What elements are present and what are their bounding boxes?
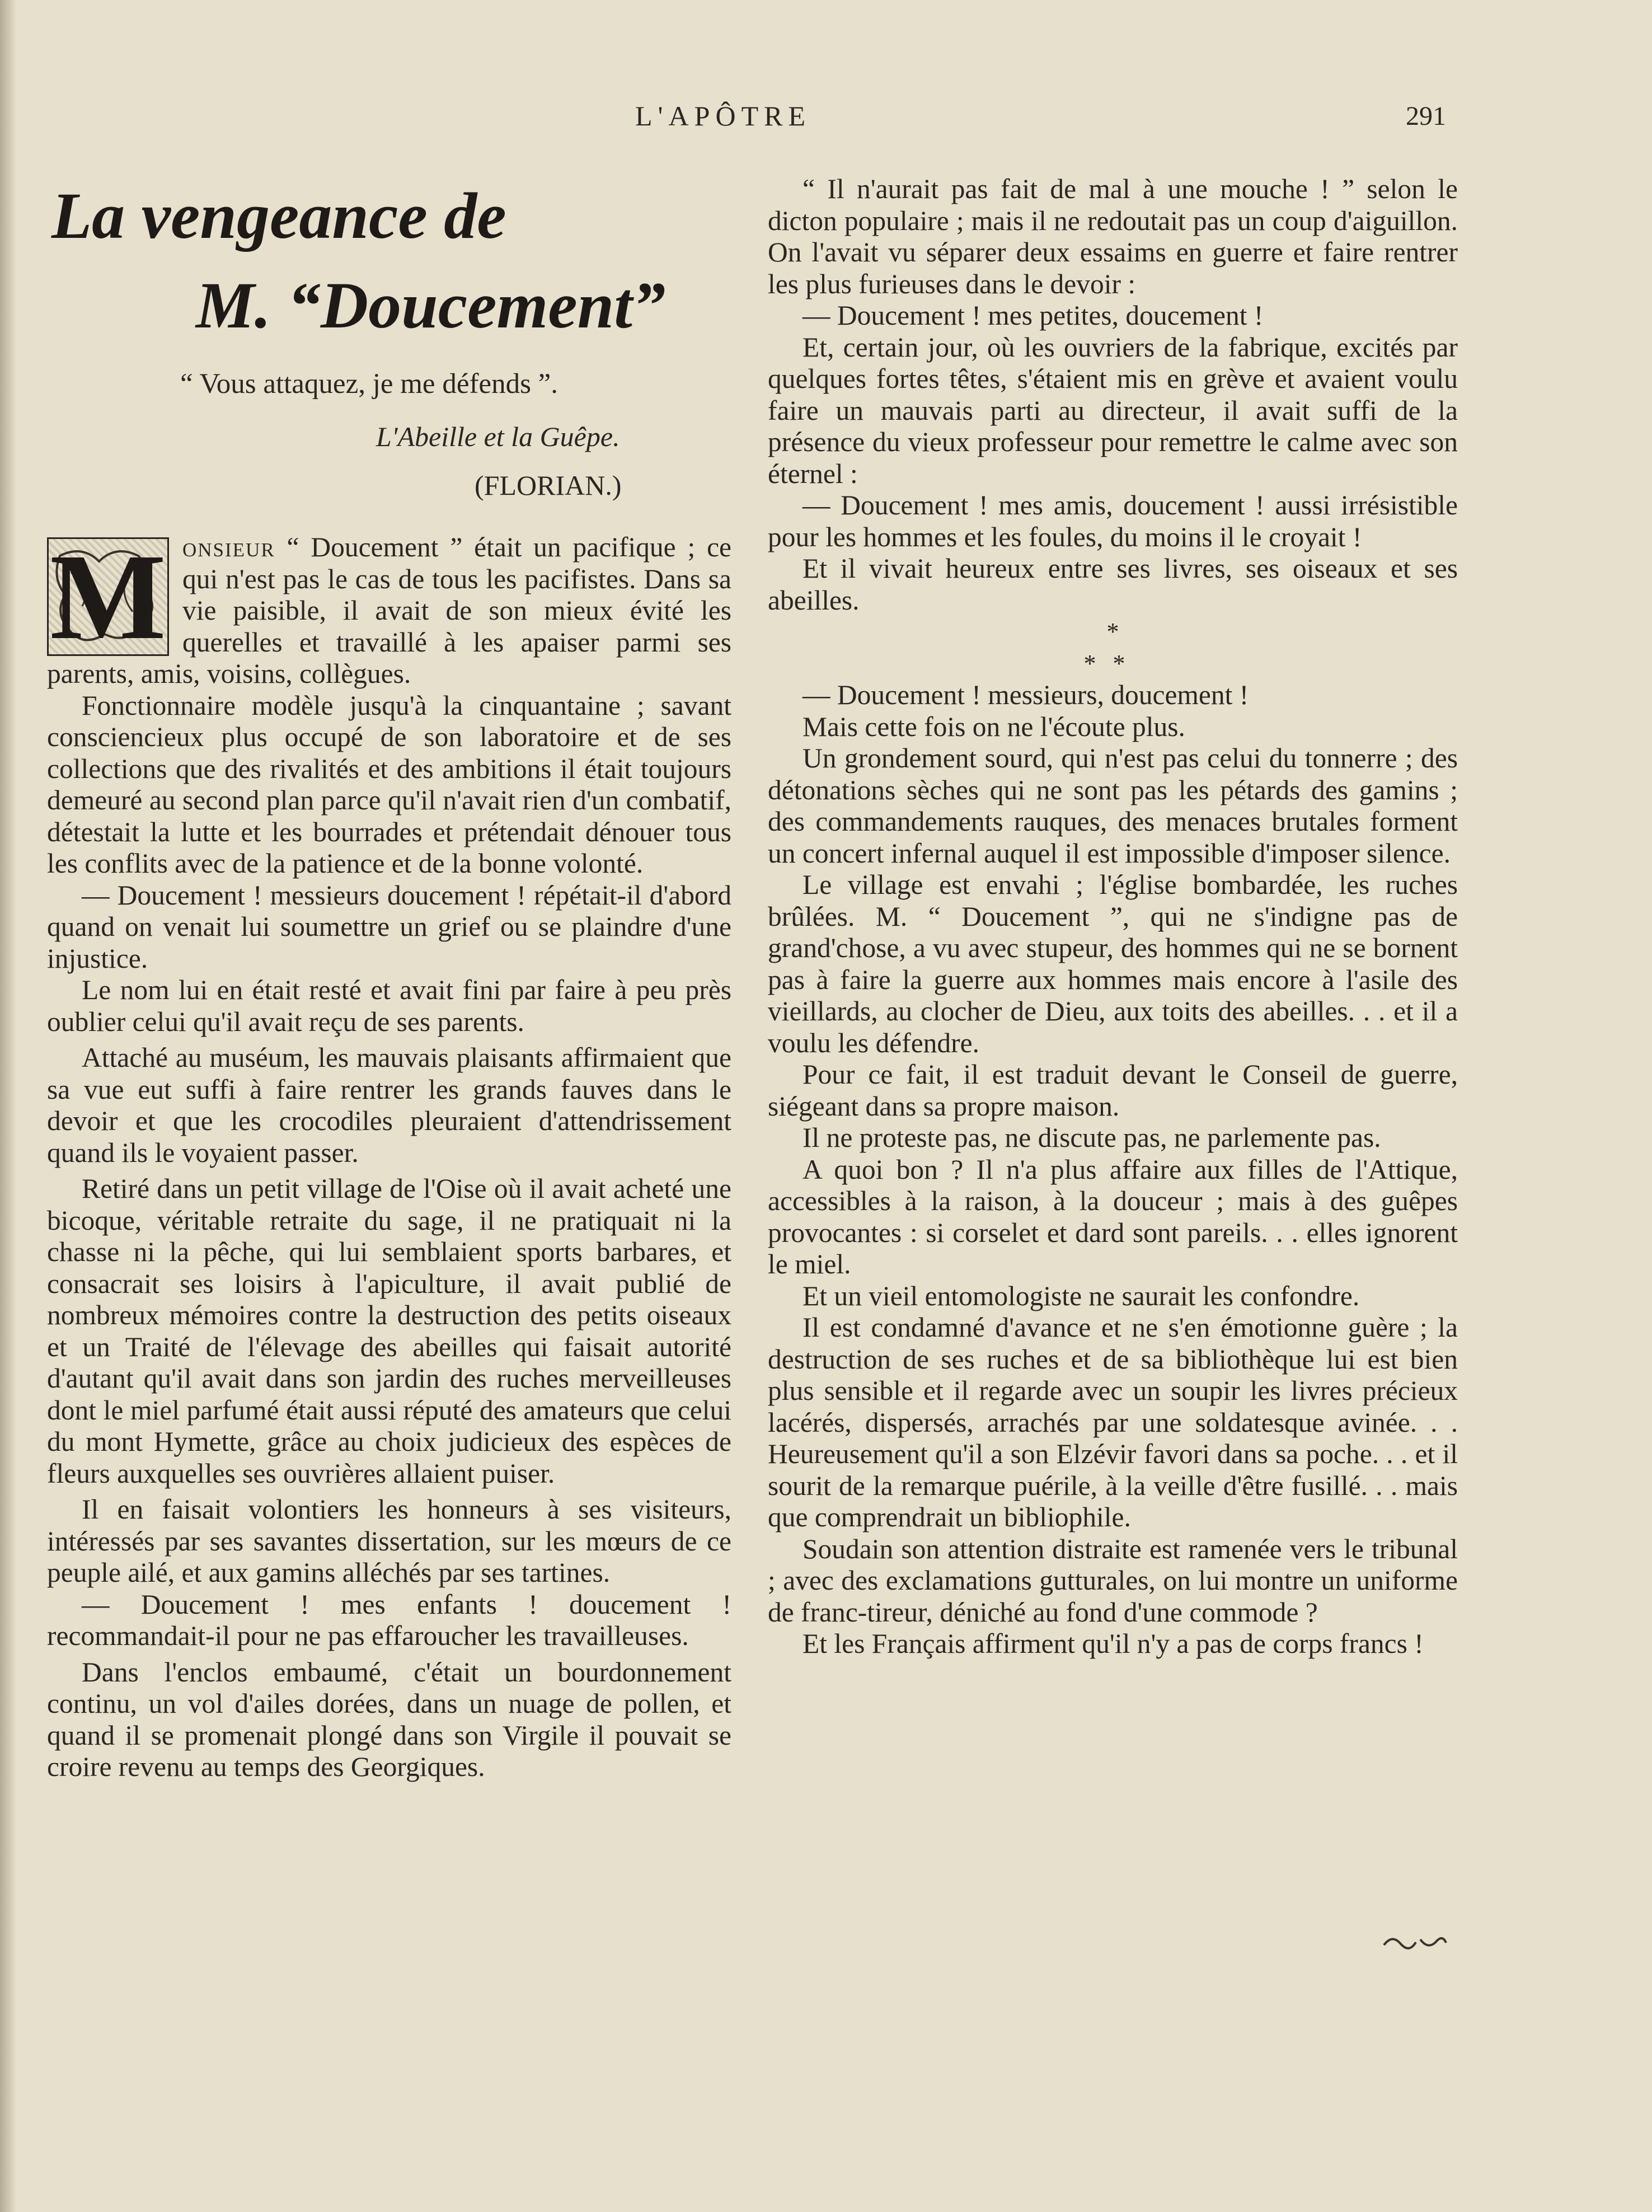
- article-title-line-2: M. “Doucement”: [196, 269, 666, 342]
- paragraph: — Doucement ! messieurs doucement ! répétait-il d'abord quand on venait lui soumettre un grief ou se plaindre d'une injustice.: [47, 879, 731, 974]
- epigraph-quote: “ Vous attaquez, je me défends ”.: [180, 368, 559, 400]
- paragraph: Et un vieil entomologiste ne saurait les confondre.: [802, 1280, 1360, 1311]
- page-number: 291: [1406, 101, 1446, 131]
- paragraph: Le nom lui en était resté et avait fini par faire à peu près oublier celui qu'il avait reçu de ses parents.: [47, 974, 731, 1037]
- paragraph: Il ne proteste pas, ne discute pas, ne parlemente pas.: [802, 1122, 1381, 1153]
- paragraph: — Doucement ! mes petites, doucement !: [802, 300, 1264, 331]
- epigraph-source: L'Abeille et la Guêpe.: [376, 421, 620, 452]
- epigraph-author-rest: LORIAN.): [499, 470, 622, 501]
- paragraph: Pour ce fait, il est traduit devant le Conseil de guerre, siégeant dans sa propre maison.: [768, 1059, 1458, 1122]
- paragraph: Il est condamné d'avance et ne s'en émotionne guère ; la destruction de ses ruches et de sa bibliothèque lui est bien plus sensible et il regarde avec un soupir les livres précieux lacérés, dispersés, arrachés par une soldatesque avinée. . . Heureusement qu'il a son Elzévir favori dans sa poche. . . et il sourit de la remarque puérile, à la veille d'être fusillé. . . mais que comprendrait un bibliophile.: [768, 1312, 1458, 1533]
- epigraph-author-prefix: (F: [475, 470, 500, 501]
- paragraph: Le village est envahi ; l'église bombardée, les ruches brûlées. M. “ Doucement ”, qui ne s'indigne pas de grand'chose, a vu avec stupeur, des hommes qui ne se bornent pas à faire la guerre aux hommes mais encore à l'asile des vieillards, au clocher de Dieu, aux toits des abeilles. . . et il a voulu les défendre.: [768, 869, 1458, 1058]
- section-separator-top: *: [1106, 618, 1119, 645]
- paragraph: “ Il n'aurait pas fait de mal à une mouche ! ” selon le dicton populaire ; mais il ne redoutait pas un coup d'aiguillon. On l'avait vu séparer deux essaims en guerre et faire rentrer les plus furieuses dans le devoir :: [768, 174, 1458, 299]
- ornamental-dropcap: [47, 528, 169, 665]
- small-ornament-icon: [1381, 1928, 1448, 1959]
- section-separator-bottom: **: [1083, 649, 1142, 677]
- paragraph: Il en faisait volontiers les honneurs à ses visiteurs, intéressés par ses savantes dissertation, sur les mœurs de ce peuple ailé, et aux gamins alléchés par ses tartines.: [47, 1494, 731, 1588]
- left-column: [47, 528, 732, 1783]
- paragraph: Fonctionnaire modèle jusqu'à la cinquantaine ; savant consciencieux plus occupé de son laboratoire et de ses collections que des rivalités et des ambitions il était toujours demeuré au second plan parce qu'il n'avait rien d'un combatif, détestait la lutte et les bourrades et prétendait dénouer tous les conflits avec de la patience et de la bonne volonté.: [47, 690, 731, 879]
- paragraph: — Doucement ! mes amis, doucement ! aussi irrésistible pour les hommes et les foules, du moins il le croyait !: [768, 490, 1458, 552]
- opening-paragraph: [47, 528, 732, 690]
- right-column: [768, 174, 1458, 1660]
- paragraph: Attaché au muséum, les mauvais plaisants affirmaient que sa vue eut suffi à faire rentrer les grands fauves dans le devoir et que les crocodiles pleuraient d'attendrissement quand ils le voyaient passer.: [47, 1042, 731, 1168]
- paragraph: Soudain son attention distraite est ramenée vers le tribunal ; avec des exclamations gutturales, on lui montre un uniforme de franc-tireur, déniché au fond d'une commode ?: [768, 1533, 1458, 1628]
- epigraph-author: [475, 469, 622, 502]
- paragraph: Un grondement sourd, qui n'est pas celui du tonnerre ; des détonations sèches qui ne sont pas les pétards des gamins ; des commandements rauques, des menaces brutales forment un concert infernal auquel il est impossible d'imposer silence.: [768, 743, 1458, 869]
- page-binding-shadow: [0, 0, 17, 2212]
- paragraph: Dans l'enclos embaumé, c'était un bourdonnement continu, un vol d'ailes dorées, dans un nuage de pollen, et quand il se promenait plongé dans son Virgile il pouvait se croire revenu au temps des Georgiques.: [47, 1656, 731, 1782]
- paragraph: A quoi bon ? Il n'a plus affaire aux filles de l'Attique, accessibles à la raison, à la douceur ; mais à des guêpes provocantes : si corselet et dard sont pareils. . . elles ignorent le miel.: [768, 1154, 1458, 1280]
- paragraph: — Doucement ! mes enfants ! doucement ! recommandait-il pour ne pas effaroucher les travailleuses.: [47, 1588, 731, 1651]
- running-title: L'APÔTRE: [635, 100, 811, 132]
- opening-text: “ Doucement ” était un pacifique ; ce qui n'est pas le cas de tous les pacifistes. Dans sa vie paisible, il avait de son mieux évité les querelles et travaillé à les apaiser parmi ses parents, amis, voisins, collègues.: [47, 532, 732, 689]
- paragraph: Mais cette fois on ne l'écoute plus.: [802, 711, 1185, 742]
- paragraph: Retiré dans un petit village de l'Oise où il avait acheté une bicoque, véritable retraite du sage, il ne pratiquait ni la chasse ni la pêche, qui lui semblaient sports barbares, et consacrait ses loisirs à l'apiculture, il avait publié de nombreux mémoires contre la destruction des petits oiseaux et un Traité de l'élevage des abeilles qui faisait autorité d'autant qu'il avait dans son jardin des ruches merveilleuses dont le miel parfumé était aussi réputé des amateurs que celui du mont Hymette, grâce au choix judicieux des espèces de fleurs auxquelles ses ouvrières allaient puiser.: [47, 1173, 731, 1489]
- opening-word: onsieur: [182, 532, 275, 563]
- dropcap-letter: M: [50, 528, 166, 665]
- paragraph: Et il vivait heureux entre ses livres, ses oiseaux et ses abeilles.: [768, 553, 1458, 616]
- paragraph: Et les Français affirment qu'il n'y a pas de corps francs !: [802, 1628, 1424, 1659]
- paragraph: Et, certain jour, où les ouvriers de la fabrique, excités par quelques fortes têtes, s'étaient mis en grève et avaient voulu faire un mauvais parti au directeur, il avait suffi de la présence du vieux professeur pour remettre le calme avec son éternel :: [768, 331, 1458, 489]
- article-title-line-1: La vengeance de: [51, 179, 506, 252]
- paragraph: — Doucement ! messieurs, doucement !: [802, 679, 1249, 710]
